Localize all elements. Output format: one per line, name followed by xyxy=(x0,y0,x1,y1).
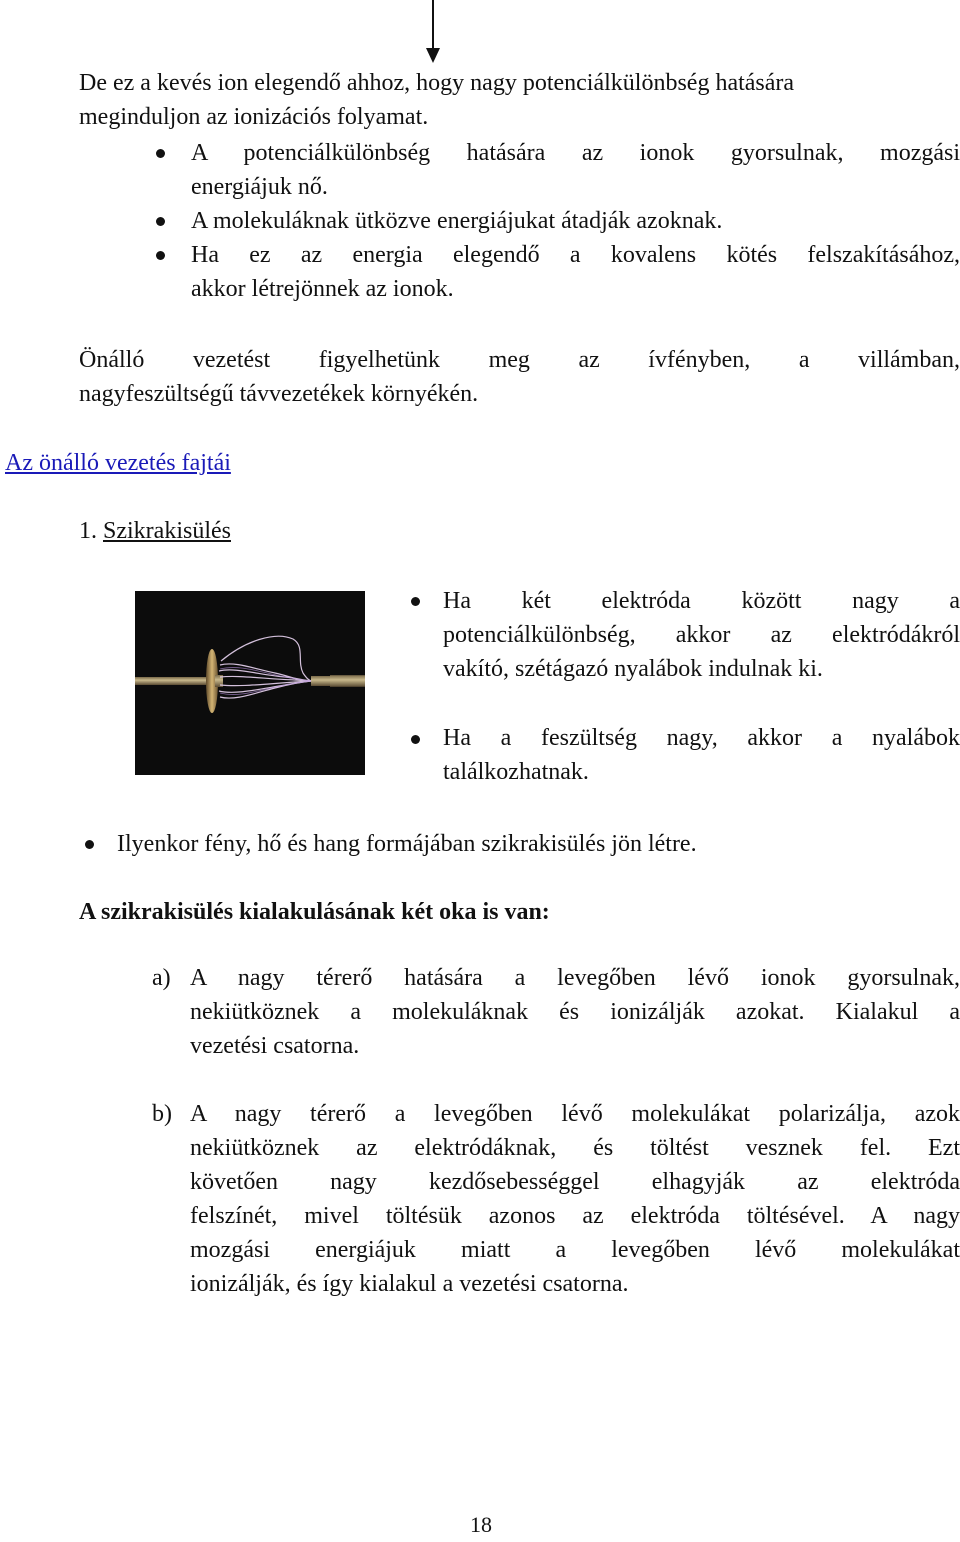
intro-line: meginduljon az ionizációs folyamat. xyxy=(79,104,429,130)
subsection-title: Szikrakisülés xyxy=(103,518,231,544)
ilyenkor-text: Ilyenkor fény, hő és hang formájában szikrakisülés jön létre. xyxy=(117,831,697,857)
spark-discharge-photo xyxy=(135,591,365,775)
onallo-line: Önálló vezetést figyelhetünk meg az ívfényben, a villámban, xyxy=(79,347,960,373)
list-item-line: energiájuk nő. xyxy=(191,174,328,200)
reason-line: követően nagy kezdősebességgel elhagyják az elektróda xyxy=(190,1169,960,1195)
reasons-title: A szikrakisülés kialakulásának két oka is van: xyxy=(79,899,550,925)
ilyenkor-bullet xyxy=(79,827,960,861)
reason-marker: a) xyxy=(152,965,171,991)
bullet-dot-icon xyxy=(156,149,165,158)
reason-line: ionizálják, és így kialakul a vezetési csatorna. xyxy=(190,1271,629,1297)
reason-marker: b) xyxy=(152,1101,172,1127)
bullet-dot-icon xyxy=(156,251,165,260)
list-item-line: A potenciálkülönbség hatására az ionok gyorsulnak, mozgási xyxy=(191,140,960,166)
reason-a xyxy=(152,961,960,1063)
intro-line: De ez a kevés ion elegendő ahhoz, hogy nagy potenciálkülönbség hatására xyxy=(79,70,795,96)
reason-line: mozgási energiájuk miatt a levegőben lévő molekulákat xyxy=(190,1237,960,1263)
bullet-list-top xyxy=(150,136,960,306)
reason-line: nekiütköznek a molekuláknak és ionizálják azokat. Kialakul a xyxy=(190,999,960,1025)
bullet-dot-icon xyxy=(411,735,420,744)
section-title-link[interactable]: Az önálló vezetés fajtái xyxy=(5,450,231,476)
list-item-line: akkor létrejönnek az ionok. xyxy=(191,276,454,302)
reason-b xyxy=(152,1097,960,1301)
subsection-heading xyxy=(79,514,231,548)
list-item-line: Ha a feszültség nagy, akkor a nyalábok xyxy=(443,725,960,751)
page-number: 18 xyxy=(470,1512,492,1537)
bullet-dot-icon xyxy=(156,217,165,226)
reason-line: felszínét, mivel töltésük azonos az elektróda töltésével. A nagy xyxy=(190,1203,960,1229)
reason-line: A nagy térerő hatására a levegőben lévő ionok gyorsulnak, xyxy=(190,965,960,991)
reason-line: nekiütköznek az elektródáknak, és töltést vesznek fel. Ezt xyxy=(190,1135,960,1161)
down-arrow-icon xyxy=(423,0,443,64)
intro-paragraph xyxy=(79,66,960,134)
list-item-line: Ha két elektróda között nagy a xyxy=(443,588,960,614)
spark-bullet-list xyxy=(405,584,960,789)
subsection-number: 1. xyxy=(79,518,97,544)
list-item-line: potenciálkülönbség, akkor az elektródákról xyxy=(443,622,960,648)
bullet-dot-icon xyxy=(85,840,94,849)
list-item-line: vakító, szétágazó nyalábok indulnak ki. xyxy=(443,656,823,682)
reason-line: vezetési csatorna. xyxy=(190,1033,360,1059)
onallo-line: nagyfeszültségű távvezetékek környékén. xyxy=(79,381,479,407)
list-item-line: Ha ez az energia elegendő a kovalens kötés felszakításához, xyxy=(191,242,960,268)
reason-line: A nagy térerő a levegőben lévő molekulákat polarizálja, azok xyxy=(190,1101,960,1127)
list-item-line: A molekuláknak ütközve energiájukat átadják azoknak. xyxy=(191,208,723,234)
list-item-line: találkozhatnak. xyxy=(443,759,589,785)
onallo-paragraph xyxy=(79,343,960,411)
bullet-dot-icon xyxy=(411,597,420,606)
